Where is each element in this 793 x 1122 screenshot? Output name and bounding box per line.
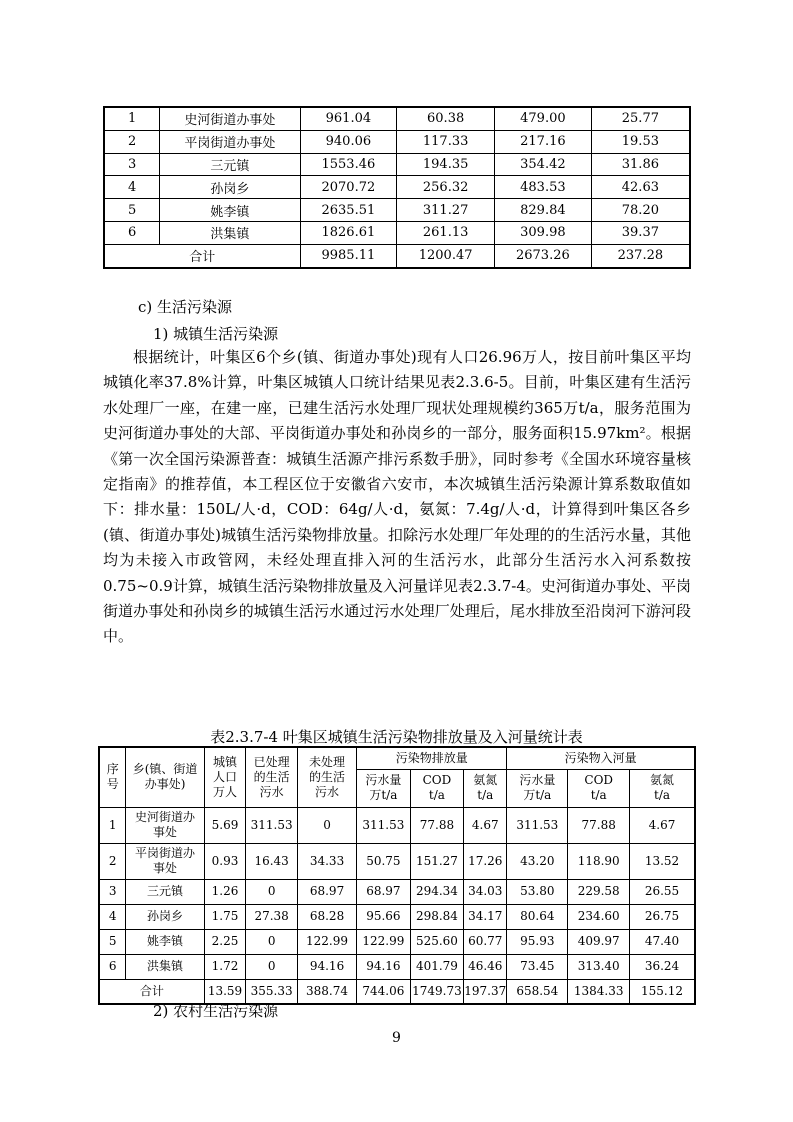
table-cell: 155.12	[630, 979, 695, 1004]
table-cell: 3	[99, 879, 126, 904]
table-cell: 25.77	[591, 107, 690, 130]
table-cell: 4	[99, 904, 126, 929]
table-cell: 294.34	[410, 879, 464, 904]
table-cell: 三元镇	[126, 879, 204, 904]
table-caption: 表2.3.7-4 叶集区城镇生活污染物排放量及入河量统计表	[210, 728, 583, 746]
table-cell: 237.28	[591, 244, 690, 267]
table-row	[99, 929, 695, 954]
table-cell: 0.93	[204, 843, 246, 879]
paragraph-text: 根据统计，叶集区6个乡(镇、街道办事处)现有人口26.96万人，按目前叶集区平均城镇化率37.8%计算，叶集区城镇人口统计结果见表2.3.6-5。目前，叶集区建有生活污水处理厂一座，在建一座，已建生活污水处理厂现状处理规模约365万t/a，服务范围为史河街道办事处的大部、平岗街道办事处和孙岗乡的一部分，服务面积15.97km²。根据《第一次全国污染源普查：城镇生活源产排污系数手册》，同时参考《全国水环境容量核定指南》的推荐值，本工程区位于安徽省六安市，本次城镇生活污染源计算系数取值如下：排水量：150L/人·d，COD：64g/人·d，氨氮：7.4g/人·d，计算得到叶集区各乡(镇、街道办事处)城镇生活污染物排放量。扣除污水处理厂年处理的的生活污水量，其他均为未接入市政管网，未经处理直排入河的生活污水，此部分生活污水入河系数按0.75~0.9计算，城镇生活污染物排放量及入河量详见表2.3.7-4。史河街道办事处、平岗街道办事处和孙岗乡的城镇生活污水通过污水处理厂处理后，尾水排放至沿岗河下游河段中。	[103, 348, 691, 646]
table-cell: 0	[297, 807, 356, 843]
table-cell: 0	[246, 954, 298, 979]
section-2-heading: 2) 农村生活污染源	[153, 1002, 279, 1020]
table-cell: 13.52	[630, 843, 695, 879]
table-cell: 2070.72	[300, 176, 397, 199]
table-cell: 311.53	[246, 807, 298, 843]
table-cell: 194.35	[397, 153, 495, 176]
table-cell: 60.77	[464, 929, 507, 954]
table-cell: 26.75	[630, 904, 695, 929]
header-sewage: 污水量万t/a	[357, 769, 410, 807]
table-cell: 27.38	[246, 904, 298, 929]
table-cell: 94.16	[357, 954, 410, 979]
table-cell: 34.03	[464, 879, 507, 904]
table-cell: 313.40	[568, 954, 630, 979]
table-cell: 1.26	[204, 879, 246, 904]
table-cell: 2	[104, 130, 160, 153]
table-cell: 5	[99, 929, 126, 954]
table-cell: 孙岗乡	[126, 904, 204, 929]
table-cell: 42.63	[591, 176, 690, 199]
table-cell: 4.67	[630, 807, 695, 843]
table-cell: 2635.51	[300, 199, 397, 222]
header-untreated: 未处理的生活污水	[297, 747, 356, 807]
emission-table	[98, 746, 696, 1005]
table-cell: 4	[104, 176, 160, 199]
table-row	[99, 807, 695, 843]
table-cell: 1	[99, 807, 126, 843]
table-cell: 744.06	[357, 979, 410, 1004]
table-cell: 46.46	[464, 954, 507, 979]
header-ammonia-inflow: 氨氮 t/a	[630, 769, 695, 807]
table-cell: 78.20	[591, 199, 690, 222]
table-cell: 95.93	[507, 929, 568, 954]
table-row	[99, 843, 695, 879]
table-cell: 19.53	[591, 130, 690, 153]
table-cell: 1553.46	[300, 153, 397, 176]
table-cell: 史河街道办事处	[126, 807, 204, 843]
header-cod: COD t/a	[410, 769, 464, 807]
table-cell: 50.75	[357, 843, 410, 879]
table-row	[99, 904, 695, 929]
table-cell: 117.33	[397, 130, 495, 153]
table-cell: 1826.61	[300, 221, 397, 244]
table-cell: 26.55	[630, 879, 695, 904]
table-cell: 34.17	[464, 904, 507, 929]
table-cell: 4.67	[464, 807, 507, 843]
table-cell: 94.16	[297, 954, 356, 979]
table-cell: 3	[104, 153, 160, 176]
table-cell: 1384.33	[568, 979, 630, 1004]
table-cell: 0	[246, 879, 298, 904]
header-ammonia: 氨氮 t/a	[464, 769, 507, 807]
table-cell: 1749.73	[410, 979, 464, 1004]
table-cell: 256.32	[397, 176, 495, 199]
table-cell: 151.27	[410, 843, 464, 879]
table-row	[104, 221, 690, 244]
top-table	[103, 106, 691, 269]
table-cell: 658.54	[507, 979, 568, 1004]
table-cell: 34.33	[297, 843, 356, 879]
table-cell: 36.24	[630, 954, 695, 979]
table-cell: 5.69	[204, 807, 246, 843]
table-cell: 合计	[99, 979, 204, 1004]
table-cell: 平岗街道办事处	[126, 843, 204, 879]
table-cell: 311.53	[357, 807, 410, 843]
header-sewage-inflow: 污水量万t/a	[507, 769, 568, 807]
table-cell: 2.25	[204, 929, 246, 954]
table-row	[104, 199, 690, 222]
table-cell: 39.37	[591, 221, 690, 244]
table-cell: 姚李镇	[160, 199, 300, 222]
table-cell: 261.13	[397, 221, 495, 244]
table-cell: 197.37	[464, 979, 507, 1004]
table-cell: 6	[104, 221, 160, 244]
section-1-heading: 1) 城镇生活污染源	[153, 325, 279, 343]
table-cell: 234.60	[568, 904, 630, 929]
table-cell: 77.88	[410, 807, 464, 843]
table-cell: 479.00	[495, 107, 592, 130]
table-cell: 53.80	[507, 879, 568, 904]
table-cell: 三元镇	[160, 153, 300, 176]
header-inflow: 污染物入河量	[507, 747, 695, 769]
table-cell: 0	[246, 929, 298, 954]
table-row	[104, 107, 690, 130]
page-number: 9	[392, 1030, 401, 1046]
table-cell: 1.72	[204, 954, 246, 979]
table-cell: 13.59	[204, 979, 246, 1004]
table-cell: 68.97	[297, 879, 356, 904]
table-cell: 1200.47	[397, 244, 495, 267]
table-cell: 118.90	[568, 843, 630, 879]
table-cell: 483.53	[495, 176, 592, 199]
table-row	[104, 153, 690, 176]
table-cell: 95.66	[357, 904, 410, 929]
table-cell: 355.33	[246, 979, 298, 1004]
section-c-heading: c) 生活污染源	[138, 298, 233, 316]
table-cell: 洪集镇	[126, 954, 204, 979]
table-cell: 940.06	[300, 130, 397, 153]
header-treated: 已处理的生活污水	[246, 747, 298, 807]
table-cell: 229.58	[568, 879, 630, 904]
header-township: 乡(镇、街道办事处)	[126, 747, 204, 807]
table-cell: 217.16	[495, 130, 592, 153]
table-cell: 47.40	[630, 929, 695, 954]
table-cell: 73.45	[507, 954, 568, 979]
table-cell: 525.60	[410, 929, 464, 954]
table-cell: 829.84	[495, 199, 592, 222]
header-seq: 序号	[99, 747, 126, 807]
table-cell: 298.84	[410, 904, 464, 929]
table-cell: 2	[99, 843, 126, 879]
table-cell: 77.88	[568, 807, 630, 843]
table-cell: 43.20	[507, 843, 568, 879]
table-cell: 80.64	[507, 904, 568, 929]
table-cell: 孙岗乡	[160, 176, 300, 199]
table-cell: 122.99	[297, 929, 356, 954]
table-cell: 合计	[104, 244, 300, 267]
table-cell: 史河街道办事处	[160, 107, 300, 130]
table-cell: 16.43	[246, 843, 298, 879]
table-cell: 6	[99, 954, 126, 979]
table-cell: 17.26	[464, 843, 507, 879]
table-cell: 401.79	[410, 954, 464, 979]
table-cell: 9985.11	[300, 244, 397, 267]
table-cell: 409.97	[568, 929, 630, 954]
table-row	[99, 954, 695, 979]
table-row	[104, 176, 690, 199]
table-row	[104, 130, 690, 153]
table-cell: 31.86	[591, 153, 690, 176]
header-emission: 污染物排放量	[357, 747, 507, 769]
table-cell: 961.04	[300, 107, 397, 130]
table-cell: 5	[104, 199, 160, 222]
table-cell: 311.27	[397, 199, 495, 222]
table-row	[99, 879, 695, 904]
table-total-row	[104, 244, 690, 267]
table-cell: 1	[104, 107, 160, 130]
table-cell: 354.42	[495, 153, 592, 176]
table-cell: 姚李镇	[126, 929, 204, 954]
header-cod-inflow: COD t/a	[568, 769, 630, 807]
table-cell: 2673.26	[495, 244, 592, 267]
table-cell: 1.75	[204, 904, 246, 929]
table-cell: 洪集镇	[160, 221, 300, 244]
table-cell: 311.53	[507, 807, 568, 843]
table-cell: 68.97	[357, 879, 410, 904]
table-cell: 122.99	[357, 929, 410, 954]
table-cell: 平岗街道办事处	[160, 130, 300, 153]
header-population: 城镇人口万人	[204, 747, 246, 807]
table-cell: 309.98	[495, 221, 592, 244]
table-cell: 60.38	[397, 107, 495, 130]
body-paragraph	[103, 345, 691, 650]
table-cell: 388.74	[297, 979, 356, 1004]
table-cell: 68.28	[297, 904, 356, 929]
